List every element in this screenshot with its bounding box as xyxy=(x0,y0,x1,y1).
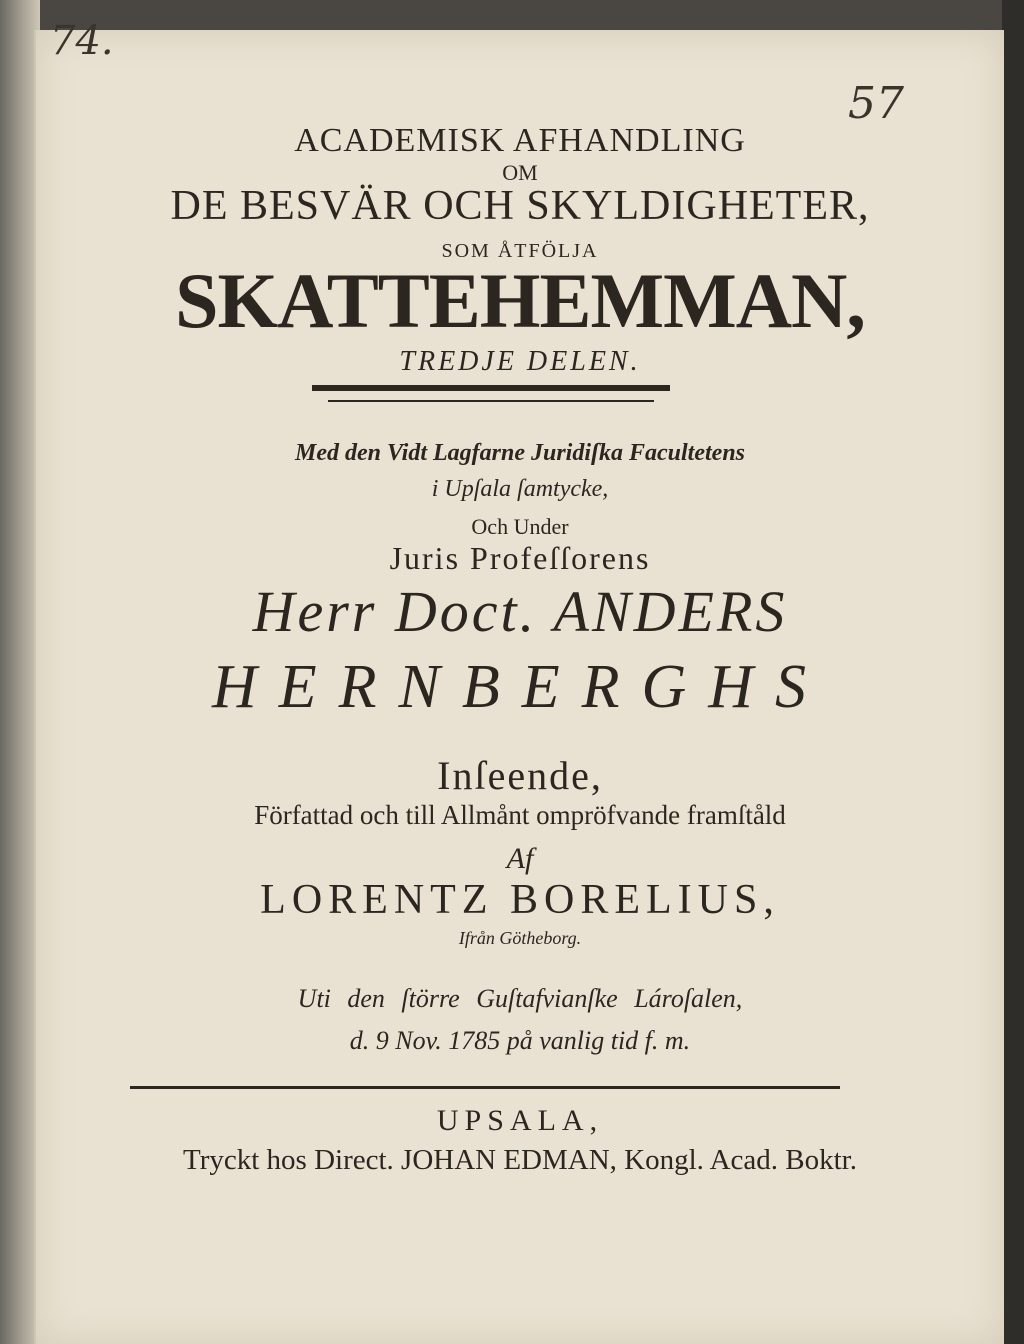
inseende-line: Inſeende, xyxy=(437,753,603,798)
imprint-printer: Tryckt hos Direct. JOHAN EDMAN, Kongl. Acad. Boktr. xyxy=(183,1144,857,1176)
imprint-city: UPSALA, xyxy=(436,1104,604,1137)
af-line: Af xyxy=(506,842,534,875)
ornament-rule-thick xyxy=(312,385,670,391)
ornament-rule-thin xyxy=(328,400,654,402)
venue-line: Uti den ſtörre Guſtafvianſke Lároſalen, xyxy=(297,984,743,1013)
och-under-line: Och Under xyxy=(471,514,569,539)
background-edge xyxy=(1002,0,1024,1344)
title-line-besvar: DE BESVÄR OCH SKYLDIGHETER, xyxy=(170,183,870,229)
imprint-rule xyxy=(130,1086,840,1089)
handwritten-number-left: 74. xyxy=(50,18,114,64)
title-line-academisk: ACADEMISK AFHANDLING xyxy=(294,122,746,159)
title-line-som: SOM ÅTFÖLJA xyxy=(441,240,599,262)
title-line-om: OM xyxy=(502,160,538,185)
forfattad-line: Författad och till Allmånt ompröfvande framſtåld xyxy=(254,800,786,830)
faculty-line: Med den Vidt Lagfarne Juridiſka Facultetens xyxy=(294,440,746,466)
title-page xyxy=(34,18,1004,1344)
date-line: d. 9 Nov. 1785 på vanlig tid f. m. xyxy=(349,1026,691,1055)
juris-line: Juris Profeſſorens xyxy=(389,540,651,576)
herr-anders-line: Herr Doct. ANDERS xyxy=(252,579,788,644)
author-name: LORENTZ BORELIUS, xyxy=(260,877,780,923)
upsala-consent-line: i Upſala ſamtycke, xyxy=(431,476,609,502)
author-origin: Ifrån Götheborg. xyxy=(458,928,582,948)
title-line-skattehemman: SKATTEHEMMAN, xyxy=(175,257,865,344)
title-line-tredje: TREDJE DELEN. xyxy=(399,346,641,377)
handwritten-number-right: 57 xyxy=(848,78,904,129)
hernberghs-line: HERNBERGHS xyxy=(211,653,829,721)
